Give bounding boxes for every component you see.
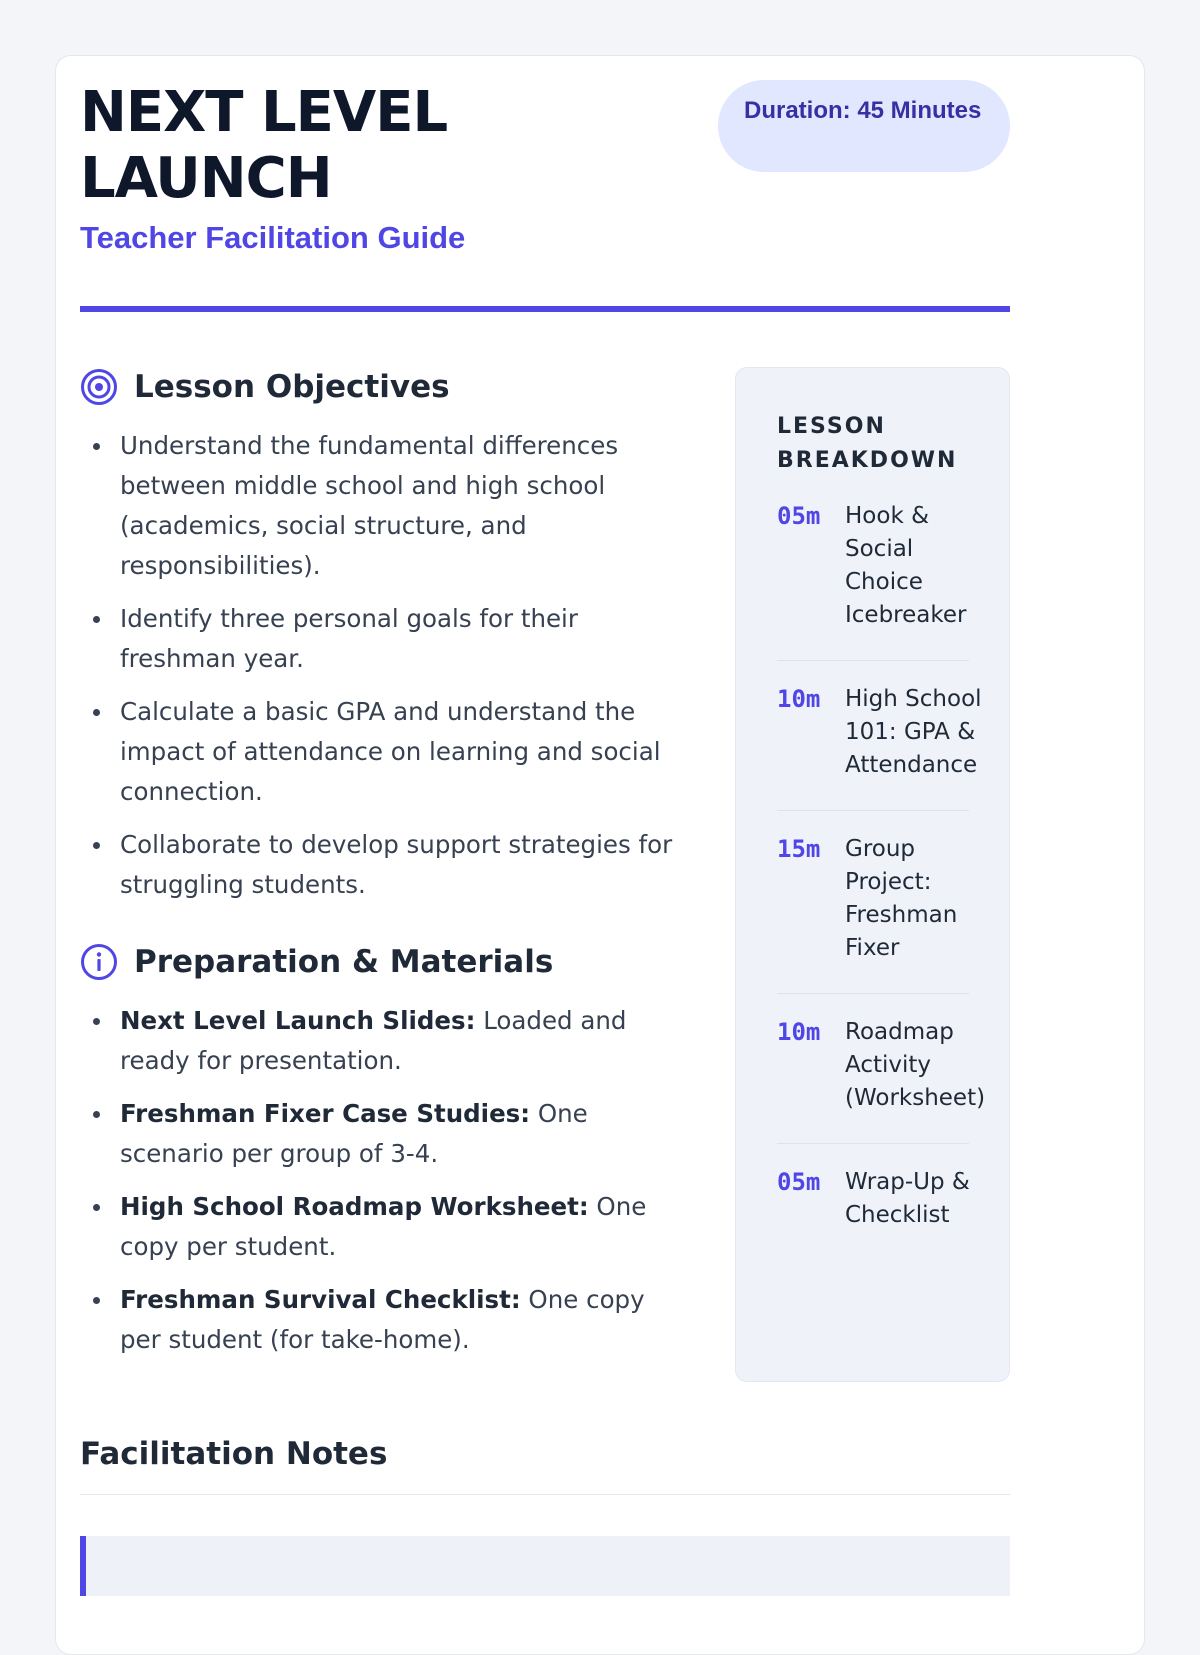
- breakdown-time: 10m: [777, 685, 821, 713]
- breakdown-label: Group Project: Freshman Fixer: [845, 836, 958, 961]
- material-label: High School Roadmap Worksheet:: [120, 1192, 589, 1221]
- breakdown-item: [777, 1166, 969, 1260]
- list-item: [120, 1187, 680, 1267]
- notes-callout: [80, 1536, 1010, 1596]
- breakdown-label: Wrap-Up & Checklist: [845, 1169, 970, 1228]
- material-text: One copy per student.: [120, 1192, 647, 1261]
- list-item: Collaborate to develop support strategies for struggling students.: [120, 825, 680, 905]
- page-title: NEXT LEVEL LAUNCH: [80, 80, 448, 211]
- info-icon: [80, 943, 118, 981]
- breakdown-item: [777, 833, 969, 994]
- breakdown-time: 05m: [777, 502, 821, 530]
- breakdown-label: Hook & Social Choice Icebreaker: [845, 503, 967, 628]
- page-subtitle: Teacher Facilitation Guide: [80, 220, 466, 255]
- material-label: Freshman Survival Checklist:: [120, 1285, 521, 1314]
- breakdown-item: [777, 683, 982, 811]
- materials-list: [80, 1001, 680, 1360]
- breakdown-time: 05m: [777, 1168, 821, 1196]
- header-divider: [80, 306, 1010, 312]
- breakdown-time: 15m: [777, 835, 821, 863]
- list-item: [120, 1094, 680, 1174]
- material-text: One scenario per group of 3-4.: [120, 1099, 588, 1168]
- materials-heading: [80, 937, 680, 987]
- list-item: Understand the fundamental differences between middle school and high school (academics, social structure, and responsibilities).: [120, 426, 680, 586]
- duration-badge: Duration: 45 Minutes: [718, 80, 1010, 172]
- material-text: Loaded and ready for presentation.: [120, 1006, 627, 1075]
- material-label: Freshman Fixer Case Studies:: [120, 1099, 531, 1128]
- main-column: [80, 362, 680, 1373]
- list-item: Identify three personal goals for their freshman year.: [120, 599, 680, 679]
- target-icon: [80, 368, 118, 406]
- breakdown-item: [777, 1016, 986, 1144]
- objectives-list: [80, 426, 680, 905]
- breakdown-title: LESSON BREAKDOWN: [777, 414, 958, 473]
- material-text: One copy per student (for take-home).: [120, 1285, 645, 1354]
- list-item: [120, 1001, 680, 1081]
- breakdown-label: High School 101: GPA & Attendance: [845, 686, 982, 778]
- breakdown-item: [777, 500, 969, 661]
- materials-title: Preparation & Materials: [134, 944, 554, 980]
- breakdown-time: 10m: [777, 1018, 821, 1046]
- breakdown-label: Roadmap Activity (Worksheet): [845, 1019, 986, 1111]
- notes-divider: [80, 1494, 1010, 1495]
- list-item: [120, 1280, 680, 1360]
- lesson-breakdown-panel: [735, 367, 1010, 1382]
- objectives-heading: [80, 362, 680, 412]
- material-label: Next Level Launch Slides:: [120, 1006, 476, 1035]
- notes-heading: Facilitation Notes: [80, 1436, 388, 1472]
- objectives-title: Lesson Objectives: [134, 369, 450, 405]
- list-item: Calculate a basic GPA and understand the impact of attendance on learning and social connection.: [120, 692, 680, 812]
